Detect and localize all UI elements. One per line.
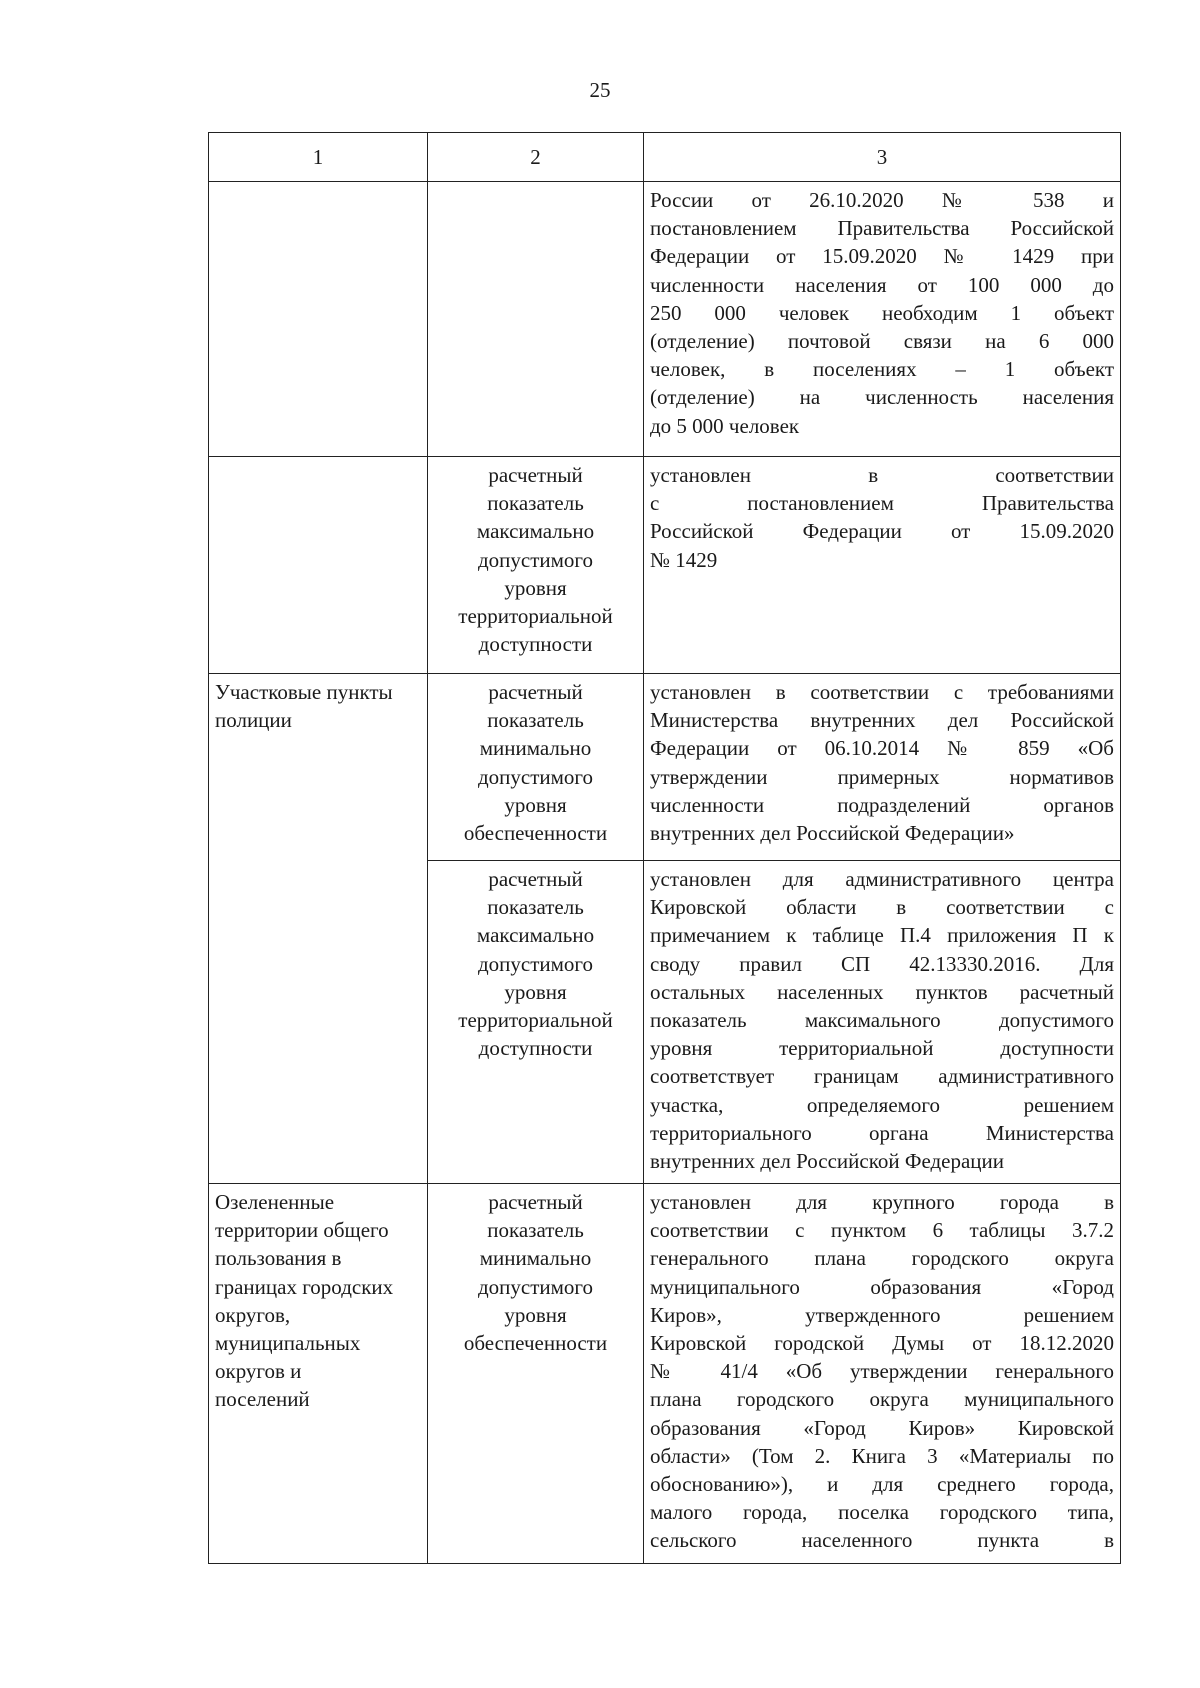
- text-line: участка, определяемого решением: [650, 1092, 1114, 1117]
- text-line: обеспеченности: [463, 821, 608, 846]
- text-line: округов,: [215, 1302, 291, 1327]
- text-line: № 41/4 «Об утверждении генерального: [650, 1359, 1114, 1384]
- indicator-cell: [428, 457, 644, 674]
- text-line: Кировской городской Думы от 18.12.2020: [650, 1331, 1114, 1356]
- column-header-1: 1: [209, 133, 428, 182]
- page-number: 25: [589, 78, 611, 102]
- text-line: 250 000 человек необходим 1 объект: [650, 300, 1114, 325]
- text-line: уровня: [504, 1302, 567, 1327]
- text-line: постановлением Правительства Российской: [650, 216, 1114, 241]
- text-line: России от 26.10.2020 № 538 и: [650, 188, 1114, 212]
- text-line: примечанием к таблице П.4 приложения П к: [650, 923, 1114, 948]
- text-line: установлен в соответствии: [650, 463, 1114, 487]
- text-line: территориальной: [458, 604, 613, 629]
- text-line: допустимого: [477, 547, 594, 572]
- text-line: генерального плана городского округа: [650, 1246, 1114, 1271]
- text-line: доступности: [478, 1036, 593, 1061]
- text-line: показатель: [487, 1218, 584, 1243]
- column-header-3: 3: [644, 133, 1121, 182]
- text-line: обеспеченности: [463, 1331, 608, 1356]
- text-line: территории общего: [215, 1218, 389, 1243]
- text-line: максимально: [476, 519, 595, 544]
- text-line: соответствии с пунктом 6 таблицы 3.7.2: [650, 1218, 1114, 1243]
- text-line: внутренних дел Российской Федерации»: [650, 821, 1015, 846]
- text-line: образования «Город Киров» Кировской: [650, 1415, 1114, 1440]
- text-line: до 5 000 человек: [650, 413, 800, 438]
- text-line: утверждении примерных нормативов: [650, 764, 1114, 789]
- text-line: максимально: [476, 923, 595, 948]
- text-line: (отделение) на численность населения: [650, 385, 1114, 410]
- object-cell: [209, 457, 428, 674]
- text-line: установлен в соответствии с требованиями: [650, 680, 1114, 704]
- text-line: плана городского округа муниципального: [650, 1387, 1114, 1412]
- text-line: (отделение) почтовой связи на 6 000: [650, 329, 1114, 354]
- text-line: расчетный: [488, 867, 583, 891]
- text-line: минимально: [479, 736, 592, 761]
- text-line: муниципальных: [215, 1331, 361, 1356]
- text-line: установлен для крупного города в: [650, 1190, 1114, 1214]
- text-line: Участковые пункты: [215, 680, 393, 704]
- text-line: уровня: [504, 575, 567, 600]
- object-cell: [209, 674, 428, 1184]
- text-line: показатель: [487, 895, 584, 920]
- text-line: Российской Федерации от 15.09.2020: [650, 519, 1114, 544]
- text-line: минимально: [479, 1246, 592, 1271]
- text-line: Кировской области в соответствии с: [650, 895, 1114, 920]
- text-line: Федерации от 06.10.2014 № 859 «Об: [650, 736, 1114, 761]
- text-line: показатель: [487, 708, 584, 733]
- text-line: расчетный: [488, 463, 583, 487]
- text-line: установлен для административного центра: [650, 867, 1114, 891]
- indicator-cell: [428, 861, 644, 1184]
- standards-table: [208, 132, 1121, 1564]
- text-line: человек, в поселениях – 1 объект: [650, 357, 1114, 382]
- description-cell: [644, 457, 1121, 674]
- text-line: численности населения от 100 000 до: [650, 272, 1114, 297]
- table-row: [209, 457, 1121, 674]
- description-cell: [644, 1184, 1121, 1564]
- object-cell: [209, 182, 428, 457]
- text-line: сельского населенного пункта в: [650, 1528, 1114, 1553]
- text-line: пользования в: [215, 1246, 342, 1271]
- indicator-cell: [428, 674, 644, 861]
- text-line: поселений: [215, 1387, 310, 1412]
- description-cell: [644, 674, 1121, 861]
- text-line: области» (Том 2. Книга 3 «Материалы по: [650, 1443, 1114, 1468]
- text-line: допустимого: [477, 764, 594, 789]
- description-cell: [644, 182, 1121, 457]
- text-line: численности подразделений органов: [650, 792, 1114, 817]
- text-line: доступности: [478, 632, 593, 657]
- text-line: обоснованию»), и для среднего города,: [650, 1472, 1114, 1497]
- text-line: округов и: [215, 1359, 302, 1384]
- text-line: уровня: [504, 792, 567, 817]
- table-header-row: [209, 133, 1121, 182]
- text-line: расчетный: [488, 1190, 583, 1214]
- object-cell: [209, 1184, 428, 1564]
- text-line: территориального органа Министерства: [650, 1120, 1114, 1145]
- indicator-cell: [428, 1184, 644, 1564]
- text-line: расчетный: [488, 680, 583, 704]
- table-row: [209, 1184, 1121, 1564]
- table-row: [209, 182, 1121, 457]
- text-line: Озелененные: [215, 1190, 335, 1214]
- text-line: Федерации от 15.09.2020 № 1429 при: [650, 244, 1114, 269]
- text-line: допустимого: [477, 951, 594, 976]
- text-line: малого города, поселка городского типа,: [650, 1500, 1114, 1525]
- description-cell: [644, 861, 1121, 1184]
- text-line: допустимого: [477, 1274, 594, 1299]
- text-line: с постановлением Правительства: [650, 491, 1114, 516]
- text-line: Министерства внутренних дел Российской: [650, 708, 1114, 733]
- text-line: уровня территориальной доступности: [650, 1036, 1114, 1061]
- text-line: муниципального образования «Город: [650, 1274, 1114, 1299]
- text-line: внутренних дел Российской Федерации: [650, 1149, 1005, 1174]
- text-line: № 1429: [650, 547, 718, 572]
- text-line: Киров», утвержденного решением: [650, 1302, 1114, 1327]
- indicator-cell: [428, 182, 644, 457]
- text-line: своду правил СП 42.13330.2016. Для: [650, 951, 1114, 976]
- text-line: остальных населенных пунктов расчетный: [650, 979, 1114, 1004]
- column-header-2: 2: [428, 133, 644, 182]
- text-line: территориальной: [458, 1008, 613, 1033]
- text-line: уровня: [504, 979, 567, 1004]
- text-line: показатель максимального допустимого: [650, 1008, 1114, 1033]
- table-row: [209, 674, 1121, 861]
- text-line: границах городских: [215, 1274, 394, 1299]
- text-line: показатель: [487, 491, 584, 516]
- text-line: полиции: [215, 708, 292, 733]
- text-line: соответствует границам административного: [650, 1064, 1114, 1089]
